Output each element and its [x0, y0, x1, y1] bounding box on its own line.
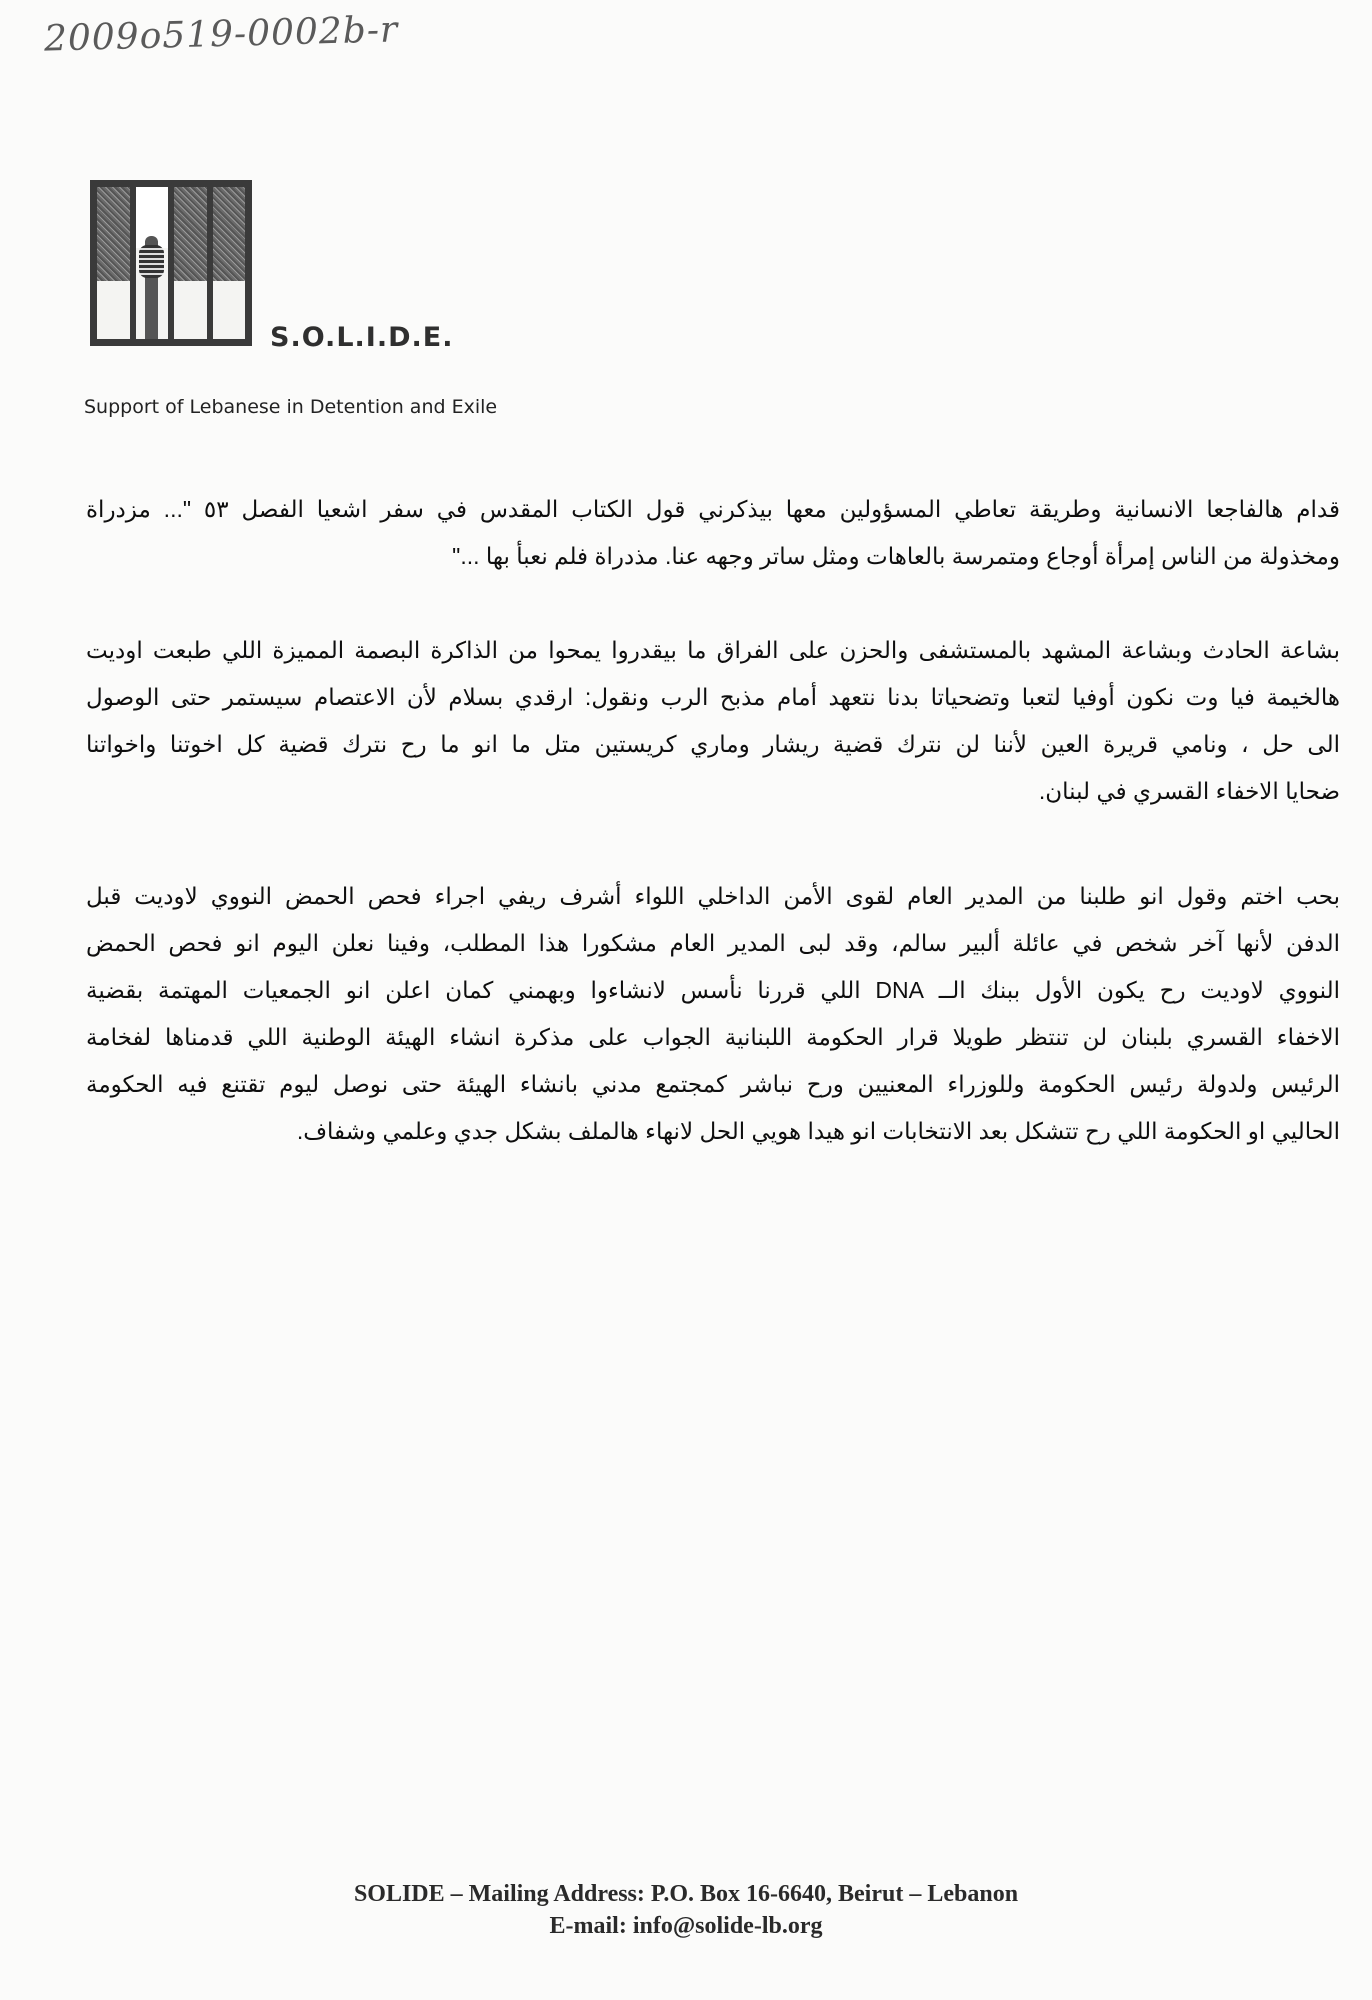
logo-bar	[97, 187, 130, 339]
logo-bar	[213, 187, 246, 339]
footer-mailing-address: SOLIDE – Mailing Address: P.O. Box 16-6640, Beirut – Lebanon	[353, 1881, 1019, 1907]
org-acronym: S.O.L.I.D.E.	[270, 322, 454, 353]
paragraph-line: بشاعة الحادث وبشاعة المشهد بالمستشفى والحزن على الفراق ما بيقدروا يمحوا من الذاكرة البصمة المميزة اللي طبعت اوديت	[86, 637, 1340, 663]
paragraph-line: الى حل ، ونامي قريرة العين لأننا لن نترك قضية ريشار وماري كريستين متل ما انو ما رح نترك قضية كل اخوتنا واخواتنا	[86, 731, 1340, 757]
solide-logo	[90, 180, 252, 346]
paragraph-line: هالخيمة فيا وت نكون أوفيا لتعبا وتضحياتا بدنا نتعهد أمام مذبح الرب ونقول: ارقدي بسلام لأن الاعتصام سيستمر حتى الوصول	[86, 684, 1340, 710]
org-full-name: Support of Lebanese in Detention and Exile	[84, 396, 498, 418]
paragraph-line: الحاليي او الحكومة اللي رح تتشكل بعد الانتخابات انو هيدا هويي الحل لانهاء هالملف بشكل جدي وعلمي وشفاف.	[296, 1118, 1340, 1144]
paragraph-3	[86, 873, 1340, 1155]
footer-email: E-mail: info@solide-lb.org	[549, 1913, 823, 1939]
paragraph-line: ومخذولة من الناس إمرأة أوجاع ومتمرسة بالعاهات ومثل ساتر وجهه عنا. مذدراة فلم نعبأ بها ..."	[452, 543, 1340, 569]
paragraph-line: قدام هالفاجعا الانسانية وطريقة تعاطي المسؤولين معها بيذكرني قول الكتاب المقدس في سفر اشعيا الفصل ٥٣ "... مزدراة	[86, 496, 1341, 522]
paragraph-1	[86, 486, 1340, 580]
paragraph-line: الدفن لأنها آخر شخص في عائلة ألبير سالم، وقد لبى المدير العام مشكورا هذا المطلب، وفينا نعلن اليوم انو فحص الحمض	[86, 930, 1340, 956]
paragraph-line: الرئيس ولدولة رئيس الحكومة وللوزراء المعنيين ورح نباشر كمجتمع مدني بانشاء الهيئة حتى نوصل ليوم تقتنع فيه الحكومة	[86, 1071, 1340, 1097]
handwritten-reference-number: 2009o519-0002b-r	[43, 9, 399, 60]
paragraph-line: الاخفاء القسري بلبنان لن تنتظر طويلا قرار الحكومة اللبنانية الجواب على مذكرة انشاء الهيئة الوطنية اللي قدمناها لفخامة	[86, 1024, 1340, 1050]
logo-raised-fist-icon	[136, 187, 169, 339]
paragraph-line: النووي لاوديت رح يكون الأول ببنك الــ DNA اللي قررنا نأسس لانشاءوا وبهمني كمان اعلن انو الجمعيات المهتمة بقضية	[86, 977, 1340, 1003]
paragraph-line: بحب اختم وقول انو طلبنا من المدير العام لقوى الأمن الداخلي اللواء أشرف ريفي اجراء فحص الحمض النووي لاوديت قبل	[86, 883, 1340, 909]
logo-bar	[174, 187, 207, 339]
paragraph-line: ضحايا الاخفاء القسري في لبنان.	[1038, 778, 1340, 804]
footer	[0, 1878, 1372, 1942]
paragraph-2	[86, 627, 1340, 815]
